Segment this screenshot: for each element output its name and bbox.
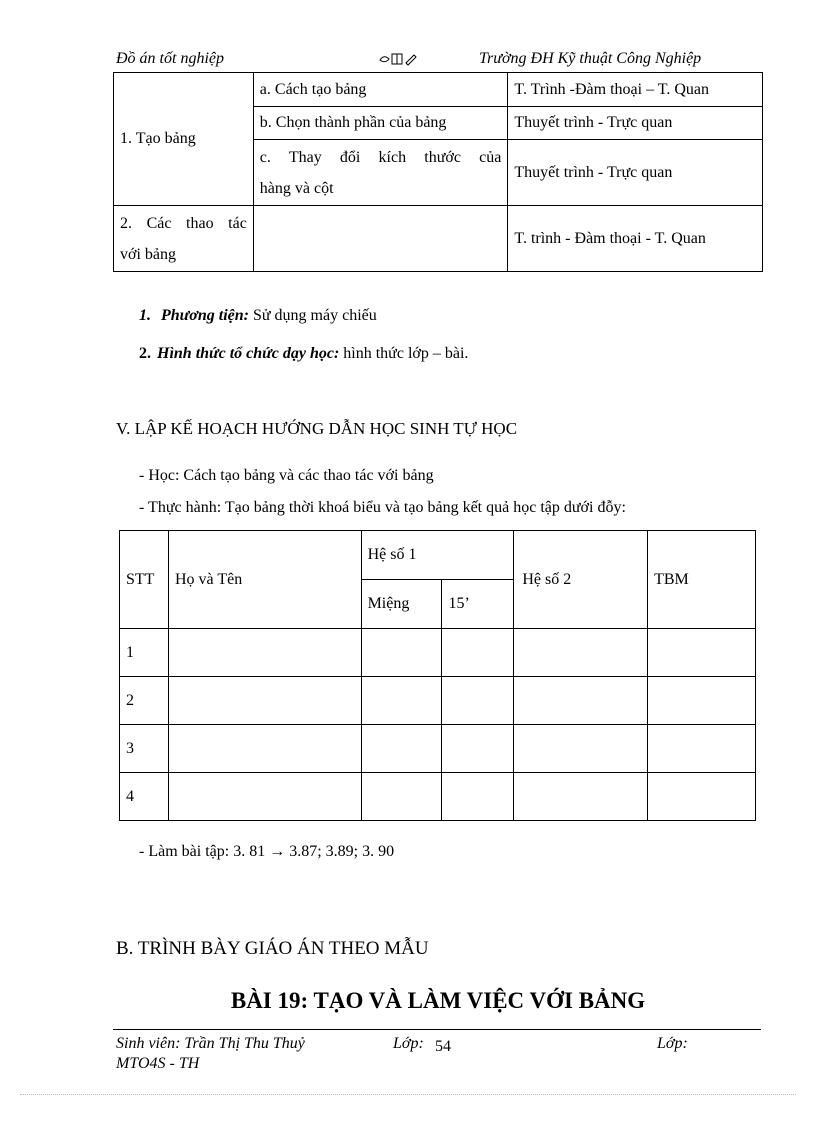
content-c-line1: c. Thay đổi kích thước của (259, 148, 502, 166)
footer-class-code: MTO4S - TH (116, 1055, 200, 1072)
footer-rule (113, 1029, 761, 1030)
topic-cell-2 (114, 206, 254, 272)
header-right: Trường ĐH Kỹ thuật Công Nghiệp (479, 50, 702, 67)
header-ornament-icon (378, 51, 418, 72)
topic-cell-1: 1. Tạo bảng (114, 73, 254, 206)
footer-student: Sinh viên: Trần Thị Thu Thuỷ (116, 1035, 305, 1052)
topic-2-line2: với bảng (120, 245, 177, 263)
item1-number: 1. (139, 307, 151, 324)
section-v-title: V. LẬP KẾ HOẠCH HƯỚNG DẪN HỌC SINH TỰ HỌC (116, 419, 518, 438)
col-header-hs2: Hệ số 2 (514, 531, 648, 629)
item2-label: Hình thức tổ chức dạy học: (157, 345, 340, 362)
col-header-tbm: TBM (648, 531, 756, 629)
item1-text: Sử dụng máy chiếu (248, 307, 377, 324)
col-header-15: 15’ (442, 580, 514, 629)
content-cell-c (253, 140, 508, 206)
exercise-line: - Làm bài tập: 3. 81 → 3.87; 3.89; 3. 90 (139, 843, 395, 860)
content-cell-a: a. Cách tạo bảng (253, 73, 508, 107)
item1-label: Phương tiện: (161, 307, 249, 324)
table-row-stt: 3 (120, 725, 169, 773)
col-header-stt: STT (120, 531, 169, 629)
header-left: Đồ án tốt nghiệp (116, 50, 224, 67)
section-b-title: B. TRÌNH BÀY GIÁO ÁN THEO MẪU (116, 938, 429, 959)
lesson-title: BÀI 19: TẠO VÀ LÀM VIỆC VỚI BẢNG (230, 988, 646, 1013)
grades-table (119, 530, 756, 821)
table-row-stt: 4 (120, 773, 169, 821)
section-v-line2: - Thực hành: Tạo bảng thời khoá biểu và tạo bảng kết quả học tập dưới đỗy: (139, 499, 626, 516)
content-cell-b: b. Chọn thành phần của bảng (253, 107, 508, 140)
method-cell-c: Thuyết trình - Trực quan (508, 140, 763, 206)
table-row-stt: 1 (120, 629, 169, 677)
footer-class-label-2: Lớp: (657, 1035, 688, 1052)
section-v-line1: - Học: Cách tạo bảng và các thao tác với bảng (139, 467, 434, 484)
item2-text: hình thức lớp – bài. (339, 345, 469, 362)
col-header-hs1: Hệ số 1 (361, 531, 514, 580)
page-bottom-divider (20, 1094, 796, 1095)
list-item-1 (139, 307, 377, 325)
list-item-2 (139, 345, 468, 363)
table-row-stt: 2 (120, 677, 169, 725)
content-cell-empty (253, 206, 508, 272)
item2-number: 2. (139, 345, 151, 362)
col-header-mieng: Miệng (361, 580, 442, 629)
teaching-plan-table (113, 72, 763, 272)
topic-2-line1: 2. Các thao tác (120, 214, 247, 232)
method-cell-a: T. Trình -Đàm thoại – T. Quan (508, 73, 763, 107)
method-cell-b: Thuyết trình - Trực quan (508, 107, 763, 140)
footer-class-label: Lớp: (393, 1035, 424, 1052)
content-c-line2: hàng và cột (259, 179, 334, 197)
page-number: 54 (435, 1038, 451, 1055)
method-cell-2: T. trình - Đàm thoại - T. Quan (508, 206, 763, 272)
col-header-name: Họ và Tên (168, 531, 361, 629)
